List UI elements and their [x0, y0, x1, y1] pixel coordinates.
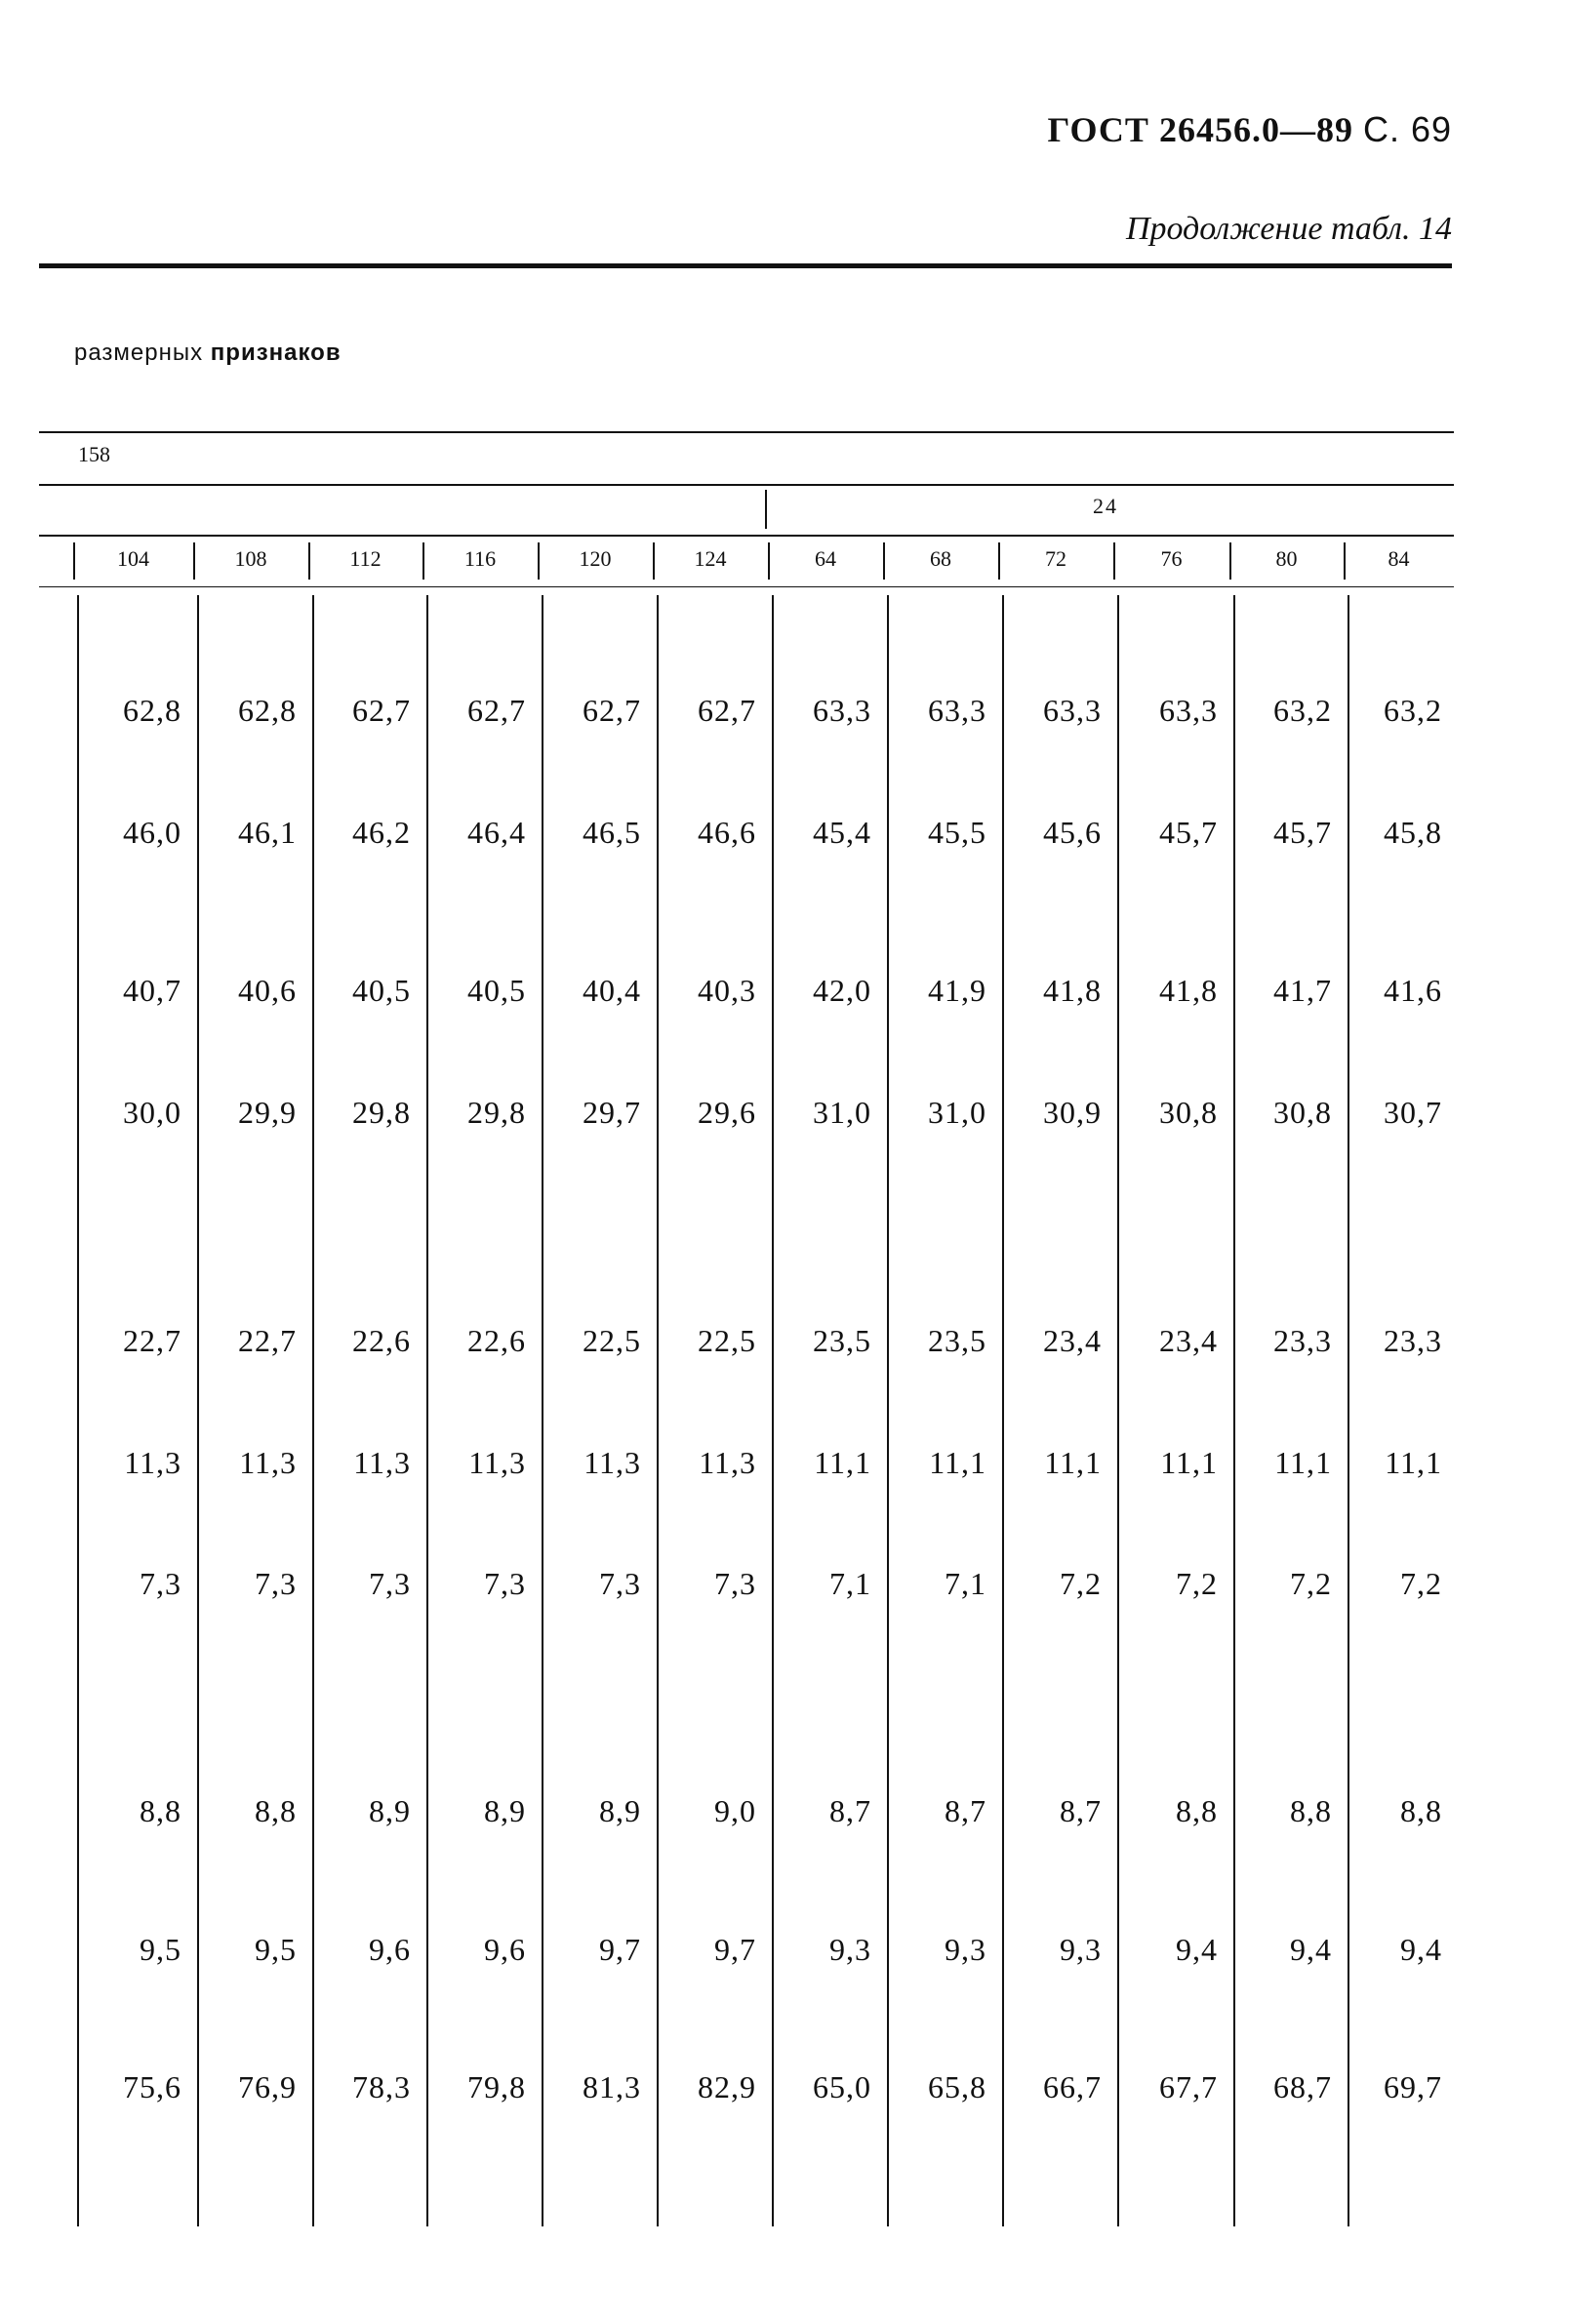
table-cell: 63,2	[1273, 693, 1332, 728]
group-label-158: 158	[78, 442, 110, 466]
table-cell: 75,6	[123, 2069, 181, 2104]
table-cell: 78,3	[352, 2069, 411, 2104]
table-cell: 11,3	[699, 1445, 756, 1480]
table-cell: 11,3	[353, 1445, 411, 1480]
table-cell: 46,1	[238, 815, 297, 850]
column-header-76: 76	[1160, 546, 1183, 571]
table-cell: 66,7	[1043, 2069, 1102, 2104]
table-cell: 30,8	[1273, 1095, 1332, 1130]
table-cell: 8,9	[484, 1793, 526, 1828]
table-cell: 8,7	[945, 1793, 986, 1828]
table-cell: 7,3	[599, 1566, 641, 1601]
column-header-bottom-rule	[39, 586, 1454, 587]
table-cell: 79,8	[467, 2069, 526, 2104]
table-cell: 76,9	[238, 2069, 297, 2104]
table-cell: 45,6	[1043, 815, 1102, 850]
group-label-24: 24	[1093, 494, 1118, 518]
table-cell: 8,8	[1176, 1793, 1218, 1828]
table-cell: 8,8	[1290, 1793, 1332, 1828]
table-cell: 31,0	[813, 1095, 871, 1130]
table-cell: 40,5	[352, 973, 411, 1008]
table-cell: 41,6	[1384, 973, 1442, 1008]
table-cell: 29,6	[698, 1095, 756, 1130]
table-cell: 67,7	[1159, 2069, 1218, 2104]
table-cell: 9,4	[1176, 1932, 1218, 1967]
table-cell: 46,6	[698, 815, 756, 850]
table-cell: 63,2	[1384, 693, 1442, 728]
table-cell: 9,6	[484, 1932, 526, 1967]
table-cell: 11,3	[583, 1445, 641, 1480]
table-cell: 81,3	[583, 2069, 641, 2104]
table-cell: 22,5	[698, 1323, 756, 1358]
table-cell: 8,9	[599, 1793, 641, 1828]
table-cell: 22,7	[123, 1323, 181, 1358]
column-header-64: 64	[815, 546, 836, 571]
table-cell: 45,5	[928, 815, 986, 850]
table-cell: 62,7	[698, 693, 756, 728]
standard-number: ГОСТ 26456.0—89	[1047, 110, 1353, 149]
table-cell: 63,3	[1043, 693, 1102, 728]
table-cell: 29,8	[352, 1095, 411, 1130]
table-cell: 9,4	[1400, 1932, 1442, 1967]
table-cell: 23,3	[1273, 1323, 1332, 1358]
table-cell: 7,3	[255, 1566, 297, 1601]
table-cell: 7,3	[484, 1566, 526, 1601]
section-title-normal: размерных	[74, 340, 211, 366]
table-cell: 8,7	[829, 1793, 871, 1828]
table-cell: 62,8	[238, 693, 297, 728]
column-header-124: 124	[694, 546, 727, 571]
column-header-104: 104	[117, 546, 149, 571]
table-cell: 22,6	[467, 1323, 526, 1358]
table-cell: 9,5	[255, 1932, 297, 1967]
table-cell: 40,3	[698, 973, 756, 1008]
table-cell: 9,6	[369, 1932, 411, 1967]
table-cell: 63,3	[1159, 693, 1218, 728]
table-cell: 30,7	[1384, 1095, 1442, 1130]
table-cell: 8,8	[1400, 1793, 1442, 1828]
table-cell: 41,8	[1043, 973, 1102, 1008]
table-cell: 45,7	[1159, 815, 1218, 850]
section-title-bold: признаков	[210, 340, 342, 366]
table-cell: 68,7	[1273, 2069, 1332, 2104]
table-cell: 7,3	[140, 1566, 181, 1601]
table-cell: 22,5	[583, 1323, 641, 1358]
table-cell: 40,5	[467, 973, 526, 1008]
table-cell: 11,3	[124, 1445, 181, 1480]
table-cell: 82,9	[698, 2069, 756, 2104]
table-cell: 30,9	[1043, 1095, 1102, 1130]
column-header-72: 72	[1045, 546, 1066, 571]
table-cell: 9,0	[714, 1793, 756, 1828]
column-header-116: 116	[463, 546, 497, 571]
table-cell: 63,3	[928, 693, 986, 728]
table-continuation-caption: Продолжение табл. 14	[1125, 211, 1452, 247]
table-cell: 62,7	[352, 693, 411, 728]
table-cell: 11,1	[1044, 1445, 1102, 1480]
page-number: С. 69	[1362, 109, 1452, 149]
table-cell: 23,5	[813, 1323, 871, 1358]
table-cell: 7,3	[369, 1566, 411, 1601]
table-cell: 11,3	[239, 1445, 297, 1480]
table-cell: 62,8	[123, 693, 181, 728]
table-cell: 63,3	[813, 693, 871, 728]
table-cell: 30,0	[123, 1095, 181, 1130]
table-cell: 40,4	[583, 973, 641, 1008]
table-cell: 62,7	[583, 693, 641, 728]
table-cell: 42,0	[813, 973, 871, 1008]
table-cell: 65,8	[928, 2069, 986, 2104]
table-cell: 9,4	[1290, 1932, 1332, 1967]
group-rule	[39, 484, 1454, 486]
table-cell: 29,9	[238, 1095, 297, 1130]
table-cell: 9,3	[829, 1932, 871, 1967]
table-cell: 41,7	[1273, 973, 1332, 1008]
table-cell: 7,2	[1290, 1566, 1332, 1601]
table-cell: 46,4	[467, 815, 526, 850]
table-cell: 7,1	[945, 1566, 986, 1601]
column-header-120: 120	[579, 546, 612, 571]
table-cell: 62,7	[467, 693, 526, 728]
table-cell: 23,4	[1043, 1323, 1102, 1358]
table-cell: 46,2	[352, 815, 411, 850]
table-cell: 7,2	[1400, 1566, 1442, 1601]
table-cell: 11,1	[1274, 1445, 1332, 1480]
table-cell: 8,8	[140, 1793, 181, 1828]
column-header-112: 112	[349, 546, 382, 571]
table-cell: 45,7	[1273, 815, 1332, 850]
table-cell: 30,8	[1159, 1095, 1218, 1130]
table-cell: 7,2	[1060, 1566, 1102, 1601]
table-cell: 11,1	[929, 1445, 986, 1480]
table-cell: 46,0	[123, 815, 181, 850]
table-cell: 69,7	[1384, 2069, 1442, 2104]
table-cell: 45,8	[1384, 815, 1442, 850]
table-cell: 9,3	[945, 1932, 986, 1967]
table-cell: 29,7	[583, 1095, 641, 1130]
column-header-68: 68	[930, 546, 951, 571]
table-cell: 22,7	[238, 1323, 297, 1358]
column-header-80: 80	[1275, 546, 1298, 571]
table-cell: 22,6	[352, 1323, 411, 1358]
table-cell: 46,5	[583, 815, 641, 850]
table-cell: 41,9	[928, 973, 986, 1008]
table-cell: 9,5	[140, 1932, 181, 1967]
table-cell: 9,7	[714, 1932, 756, 1967]
table-cell: 8,9	[369, 1793, 411, 1828]
table-cell: 8,7	[1060, 1793, 1102, 1828]
group-separator	[765, 490, 767, 529]
table-cell: 7,1	[829, 1566, 871, 1601]
column-header-top-rule	[39, 535, 1454, 537]
table-cell: 7,3	[714, 1566, 756, 1601]
table-cell: 40,7	[123, 973, 181, 1008]
section-title	[74, 340, 342, 367]
table-cell: 40,6	[238, 973, 297, 1008]
table-cell: 9,7	[599, 1932, 641, 1967]
table-cell: 23,3	[1384, 1323, 1442, 1358]
table-cell: 11,3	[468, 1445, 526, 1480]
table-top-rule	[39, 431, 1454, 433]
table-cell: 23,5	[928, 1323, 986, 1358]
table-cell: 29,8	[467, 1095, 526, 1130]
table-cell: 11,1	[1385, 1445, 1442, 1480]
table-cell: 7,2	[1176, 1566, 1218, 1601]
table-cell: 65,0	[813, 2069, 871, 2104]
table-cell: 11,1	[1160, 1445, 1218, 1480]
table-cell: 11,1	[814, 1445, 871, 1480]
table-cell: 8,8	[255, 1793, 297, 1828]
table-cell: 31,0	[928, 1095, 986, 1130]
table-cell: 41,8	[1159, 973, 1218, 1008]
table-cell: 9,3	[1060, 1932, 1102, 1967]
header-rule	[39, 263, 1452, 268]
page-header	[1047, 109, 1452, 150]
table-cell: 23,4	[1159, 1323, 1218, 1358]
column-header-108: 108	[234, 546, 267, 571]
table-cell: 45,4	[813, 815, 871, 850]
column-header-84: 84	[1388, 546, 1410, 571]
